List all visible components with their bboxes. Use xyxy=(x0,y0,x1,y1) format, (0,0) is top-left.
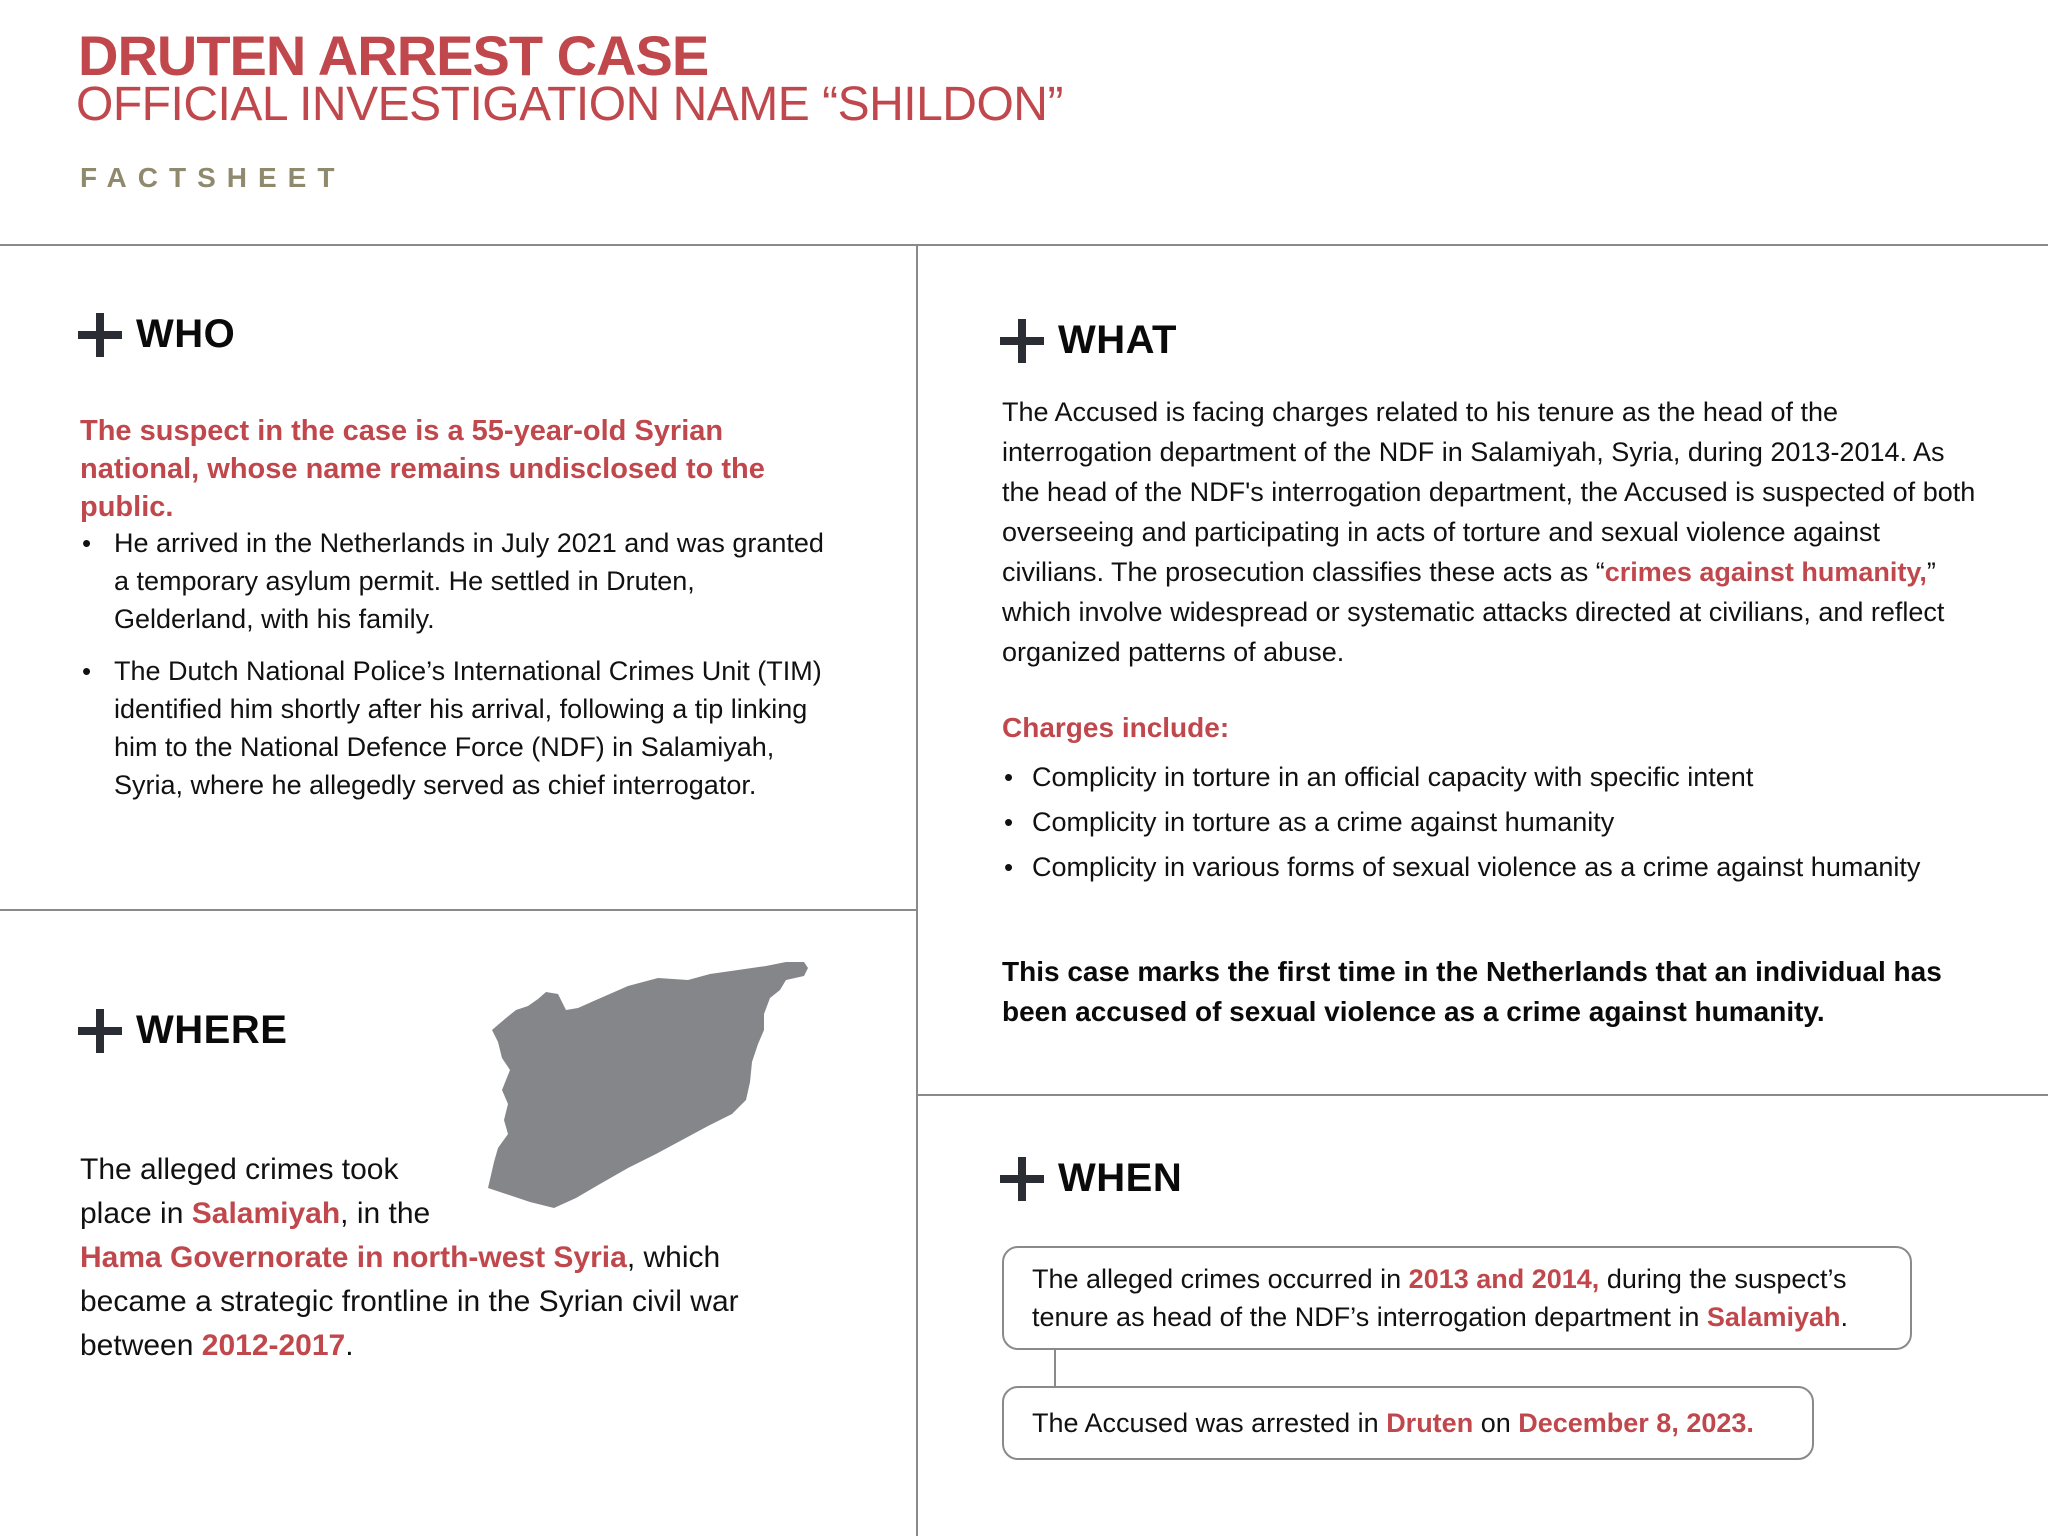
where-text-fragment: place in xyxy=(80,1197,192,1230)
where-line-1: The alleged crimes took xyxy=(80,1153,399,1186)
location-highlight: Druten xyxy=(1386,1408,1474,1438)
plus-icon xyxy=(1000,319,1044,363)
charges-heading: Charges include: xyxy=(1002,712,1230,743)
where-line-2 xyxy=(80,1192,840,1236)
plus-icon xyxy=(78,313,122,357)
what-heading-label: WHAT xyxy=(1058,318,1177,362)
crimes-highlight: crimes against humanity, xyxy=(1604,557,1927,587)
what-closing-statement: This case marks the first time in the Netherlands that an individual has been accused of sexual violence as a crime against humanity. xyxy=(1002,956,1942,1027)
where-text-fragment: , in the xyxy=(340,1197,431,1230)
where-heading-label: WHERE xyxy=(136,1008,288,1052)
where-text xyxy=(80,1148,840,1368)
location-highlight: Salamiyah xyxy=(191,1197,341,1230)
factsheet-label: FACTSHEET xyxy=(80,162,346,193)
where-section-heading xyxy=(78,1008,287,1053)
list-item: • Complicity in torture as a crime against humanity xyxy=(1002,803,1962,841)
list-item: • Complicity in torture in an official capacity with specific intent xyxy=(1002,758,1962,796)
who-where-divider xyxy=(0,909,917,911)
where-line-4: became a strategic frontline in the Syrian civil war xyxy=(80,1285,739,1318)
where-line-5 xyxy=(80,1324,840,1368)
region-highlight: Hama Governorate in north-west Syria xyxy=(80,1241,627,1274)
timeline-text-fragment: during the suspect’s tenure as head of the NDF’s interrogation department in xyxy=(1032,1264,1847,1332)
charges-list xyxy=(1002,758,1962,893)
what-when-divider xyxy=(917,1094,2048,1096)
plus-icon xyxy=(78,1009,122,1053)
who-lead-text: The suspect in the case is a 55-year-old Syrian national, whose name remains undisclosed to the public. xyxy=(80,415,765,523)
who-section-heading xyxy=(78,312,235,357)
location-highlight: Salamiyah xyxy=(1706,1302,1841,1332)
page-subtitle: OFFICIAL INVESTIGATION NAME “SHILDON” xyxy=(76,78,1063,131)
when-section-heading xyxy=(1000,1156,1182,1201)
what-paragraph xyxy=(1002,392,1982,672)
where-text-fragment: between xyxy=(80,1329,202,1362)
list-item: • He arrived in the Netherlands in July 2021 and was granted a temporary asylum permit. He settled in Druten, Gelderland, with his family. xyxy=(80,524,840,638)
timeline-connector xyxy=(1054,1350,1056,1386)
page-title: DRUTEN ARREST CASE xyxy=(78,24,709,87)
plus-icon xyxy=(1000,1157,1044,1201)
what-text-fragment: The Accused is facing charges related to his tenure as the head of the interrogation department of the NDF in Salamiyah, Syria, during 2013-2014. As the head of the NDF's interrogation department, the Accused is suspected of both overseeing and participating in acts of torture and sexual violence against civilians. The prosecution classifies these acts as “ xyxy=(1002,397,1976,587)
column-divider xyxy=(916,245,918,1536)
where-line-3 xyxy=(80,1236,840,1280)
timeline-event-arrest xyxy=(1002,1386,1814,1460)
timeline-text-fragment: on xyxy=(1473,1408,1519,1438)
list-item: • The Dutch National Police’s International Crimes Unit (TIM) identified him shortly after his arrival, following a tip linking him to the National Defence Force (NDF) in Salamiyah, Syria, where he allegedly served as chief interrogator. xyxy=(80,652,840,804)
date-highlight: December 8, 2023. xyxy=(1518,1408,1754,1438)
who-heading-label: WHO xyxy=(136,312,236,356)
timeline-event-crimes xyxy=(1002,1246,1912,1350)
header-divider xyxy=(0,244,2048,246)
years-highlight: 2012-2017 xyxy=(201,1329,346,1362)
who-bullet-list xyxy=(80,524,840,818)
timeline-text-fragment: . xyxy=(1840,1302,1848,1332)
when-heading-label: WHEN xyxy=(1058,1156,1183,1200)
where-text-fragment: , which xyxy=(626,1241,721,1274)
what-section-heading xyxy=(1000,318,1177,363)
timeline-text-fragment: The Accused was arrested in xyxy=(1032,1408,1387,1438)
timeline-text-fragment: The alleged crimes occurred in xyxy=(1032,1264,1409,1294)
years-highlight: 2013 and 2014, xyxy=(1408,1264,1600,1294)
what-text-fragment: ” which involve widespread or systematic attacks directed at civilians, and reflect organized patterns of abuse. xyxy=(1002,557,1945,667)
where-text-fragment: . xyxy=(345,1329,354,1362)
list-item: • Complicity in various forms of sexual violence as a crime against humanity xyxy=(1002,848,1962,886)
